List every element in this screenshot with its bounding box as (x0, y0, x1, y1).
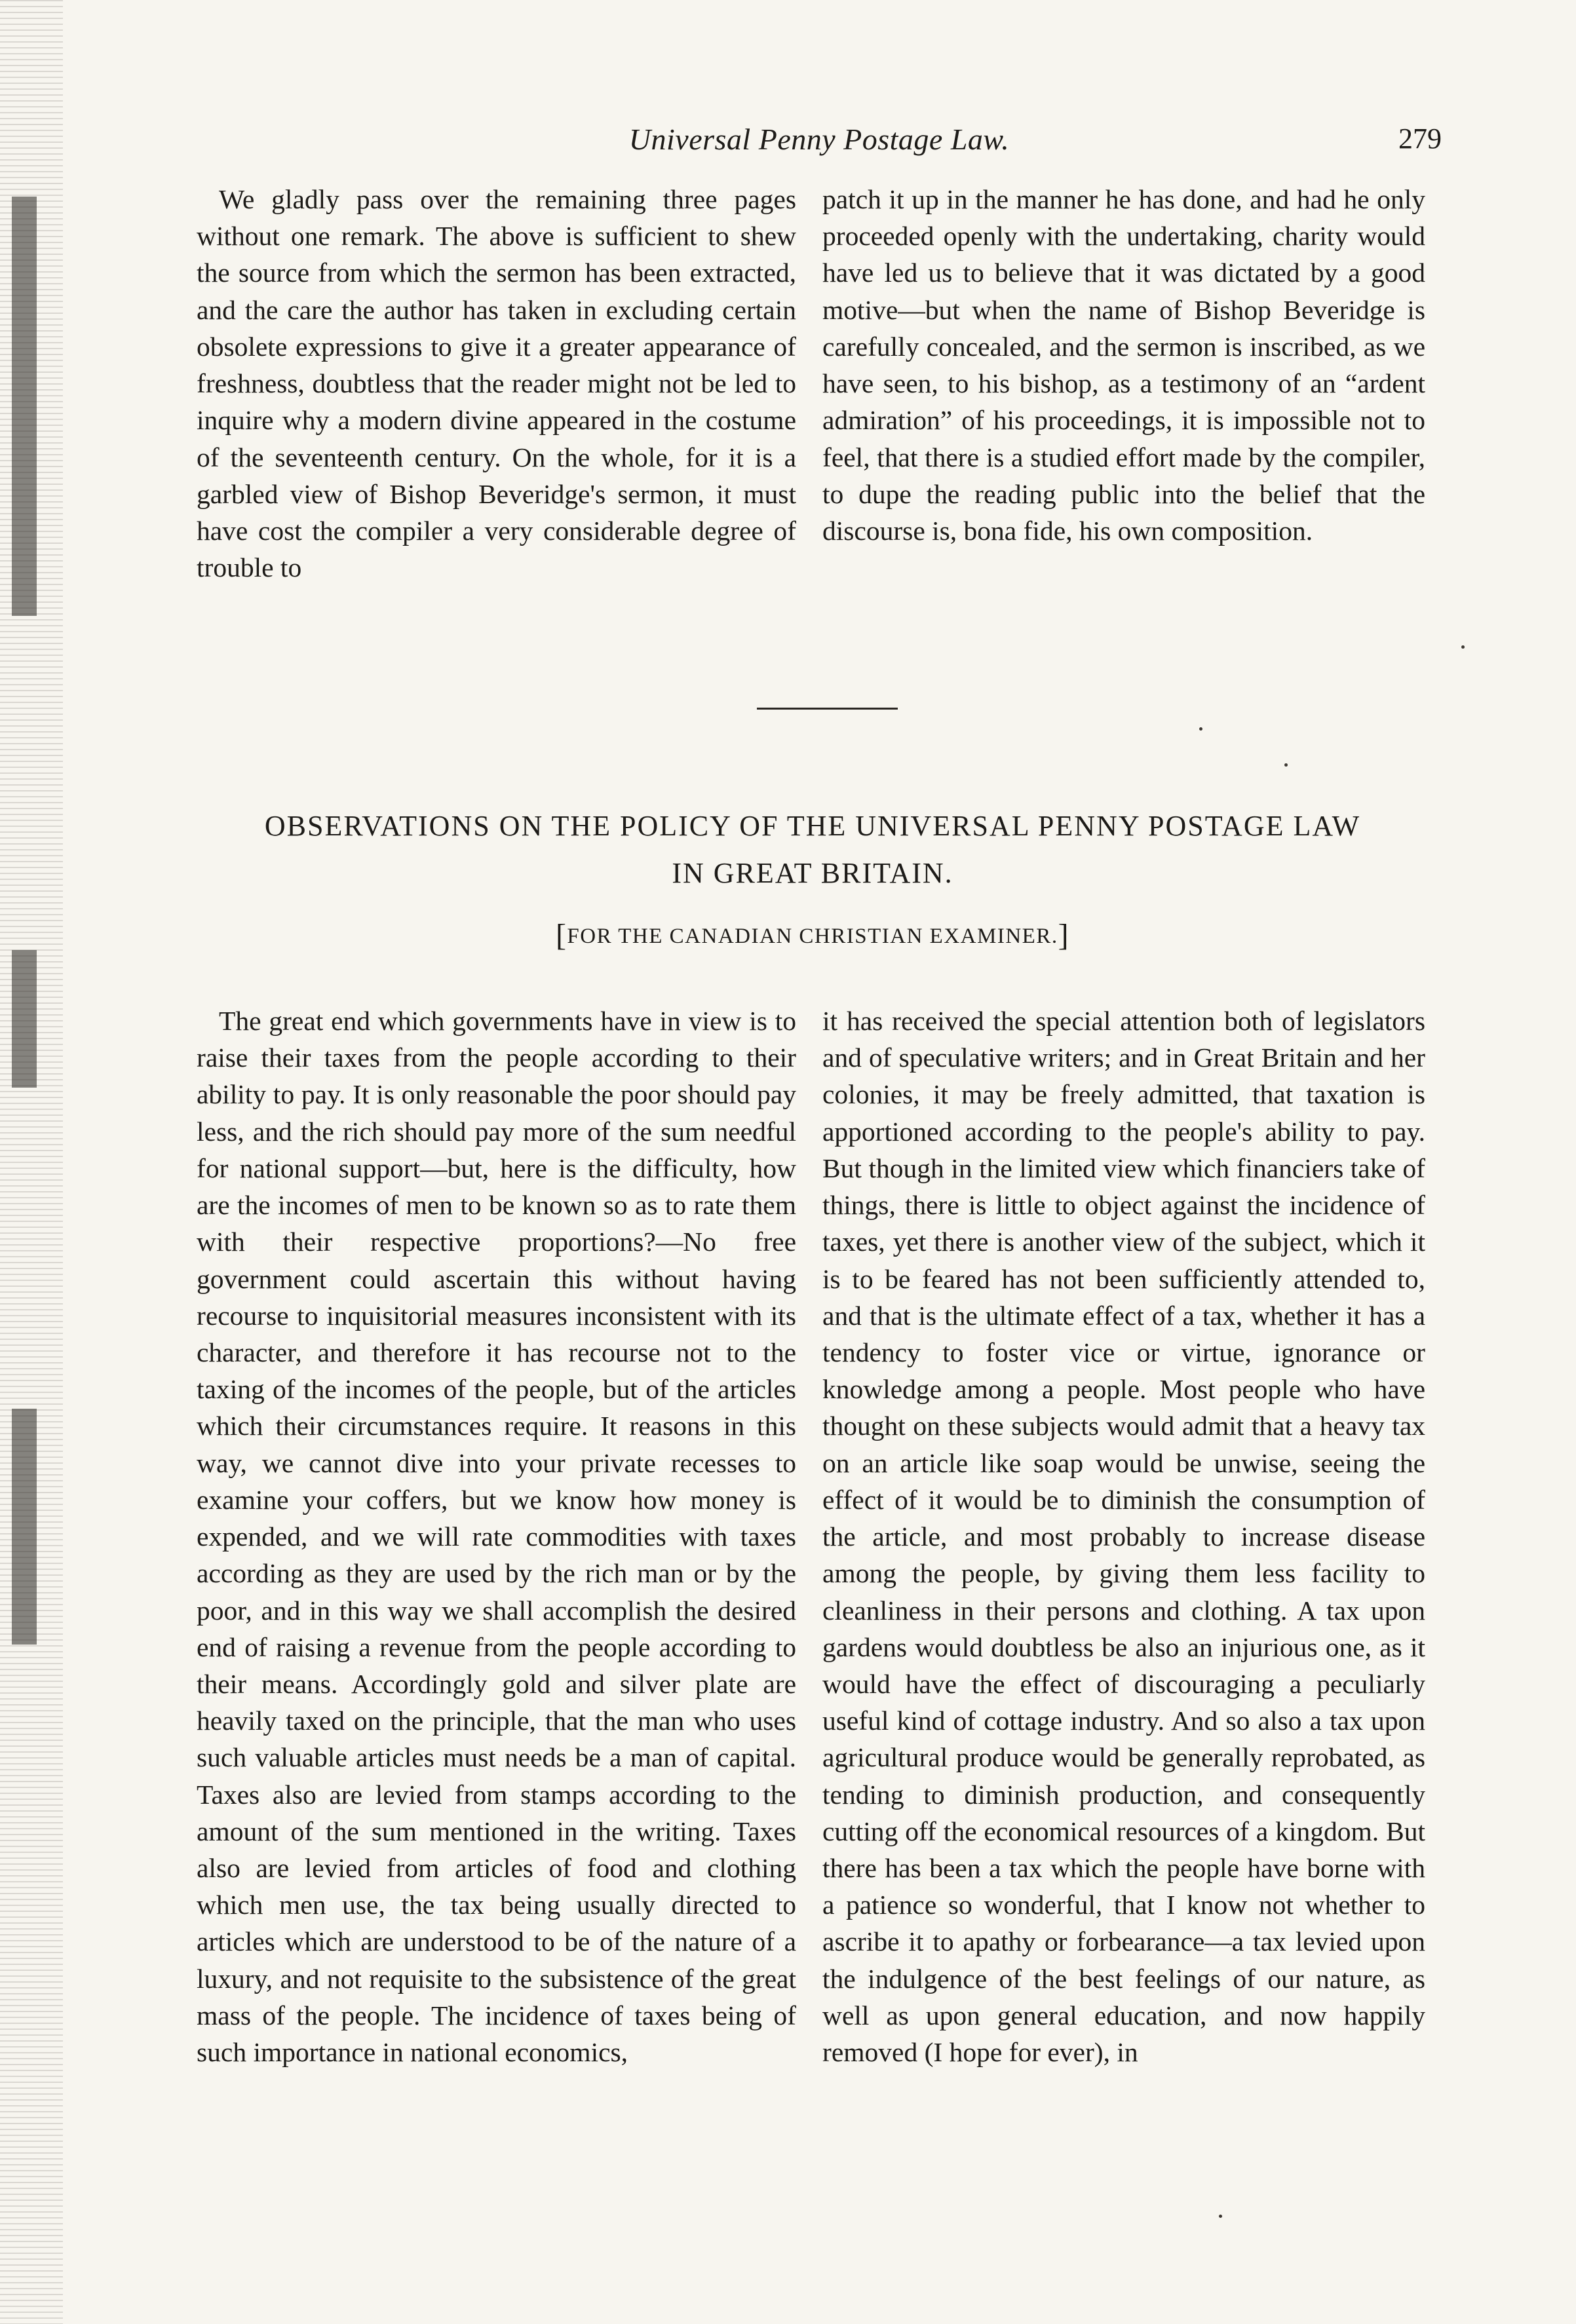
article-right-column (822, 1002, 1425, 2070)
top-left-column (197, 181, 796, 586)
paper-speck (1199, 727, 1202, 731)
binding-edge-mark (12, 197, 37, 616)
article-left-paragraph: The great end which governments have in view is to raise their taxes from the people according to their ability to pay. It is only reasonable the poor should pay less, and the rich should pay more of the sum needful for national support—but, here is the difficulty, how are the incomes of men to be known so as to rate them with their respective proportions?—No free government could ascertain this without having recourse to inquisitorial measures inconsistent with its character, and therefore it has recourse not to the taxing of the incomes of the people, but of the articles which their circumstances require. It reasons in this way, we cannot dive into your private recesses to examine your coffers, but we know how money is expended, and we will rate commodities with taxes according as they are used by the rich man or by the poor, and in this way we shall accomplish the desired end of raising a revenue from the people according to their means. Accordingly gold and silver plate are heavily taxed on the principle, that the man who uses such valuable articles must needs be a man of capital. Taxes also are levied from stamps according to the amount of the sum mentioned in the writing. Taxes also are levied from articles of food and clothing which men use, the tax being usually directed to articles which are understood to be of the nature of a luxury, and not requisite to the subsistence of the great mass of the people. The incidence of taxes being of such importance in national economics, (197, 1006, 796, 2068)
top-left-paragraph: We gladly pass over the remaining three pages without one remark. The above is sufficient to shew the source from which the sermon has been extracted, and the care the author has taken in excluding certain obsolete expressions to give it a greater appearance of freshness, doubtless that the reader might not be led to inquire why a modern divine appeared in the costume of the seventeenth century. On the whole, for it is a garbled view of Bishop Beveridge's sermon, it must have cost the compiler a very considerable degree of trouble to (197, 184, 796, 583)
top-right-paragraph: patch it up in the manner he has done, and had he only proceeded openly with the undertaking, charity would have led us to believe that it was dictated by a good motive—but when the name of Bishop Beveridge is carefully concealed, and the sermon is inscribed, as we have seen, to his bishop, as a testimony of an “ardent admiration” of his proceedings, it is impossible not to feel, that there is a studied effort made by the compiler, to dupe the reading public into the belief that the discourse is, bona fide, his own composition. (822, 184, 1425, 546)
running-title: Universal Penny Postage Law. (628, 123, 1010, 156)
binding-edge-mark (12, 950, 37, 1088)
page-number: 279 (1398, 123, 1442, 155)
article-left-column (197, 1002, 796, 2070)
article-byline: [FOR THE CANADIAN CHRISTIAN EXAMINER.] (555, 918, 1070, 953)
page-header (197, 122, 1442, 161)
paper-speck (1461, 645, 1465, 649)
section-divider (757, 708, 898, 710)
byline-text: FOR THE CANADIAN CHRISTIAN EXAMINER. (567, 924, 1058, 948)
paper-speck (1219, 2215, 1222, 2218)
article-right-paragraph: it has received the special attention both of legislators and of speculative writers; and in Great Britain and her colonies, it may be freely admitted, that taxation is apportioned according to the people's ability to pay. But though in the limited view which financiers take of things, there is little to object against the incidence of taxes, yet there is another view of the subject, which it is to be feared has not been sufficiently attended to, and that is the ultimate effect of a tax, whether it has a tendency to foster vice or virtue, ignorance or knowledge among a people. Most people who have thought on these subjects would admit that a heavy tax on an article like soap would be unwise, seeing the effect of it would be to diminish the consumption of the article, and most probably to increase disease among the people, by giving them less facility to cleanliness in their persons and clothing. A tax upon gardens would doubtless be also an injurious one, as it would have the effect of discouraging a peculiarly useful kind of cottage industry. And so also a tax upon agricultural produce would be generally reprobated, as tending to diminish production, and consequently cutting off the economical resources of a kingdom. But there has been a tax which the people have borne with a patience so wonderful, that I know not whether to ascribe it to apathy or forbearance—a tax levied upon the indulgence of the best feelings of our nature, as well as upon general education, and now happily removed (I hope for ever), in (822, 1006, 1425, 2068)
article-title-line-2: IN GREAT BRITAIN. (672, 857, 953, 889)
binding-edge-mark (12, 1409, 37, 1645)
article-title-line-1: OBSERVATIONS ON THE POLICY OF THE UNIVERSAL PENNY POSTAGE LAW (264, 810, 1361, 842)
top-right-column (822, 181, 1425, 549)
paper-speck (1284, 763, 1288, 767)
